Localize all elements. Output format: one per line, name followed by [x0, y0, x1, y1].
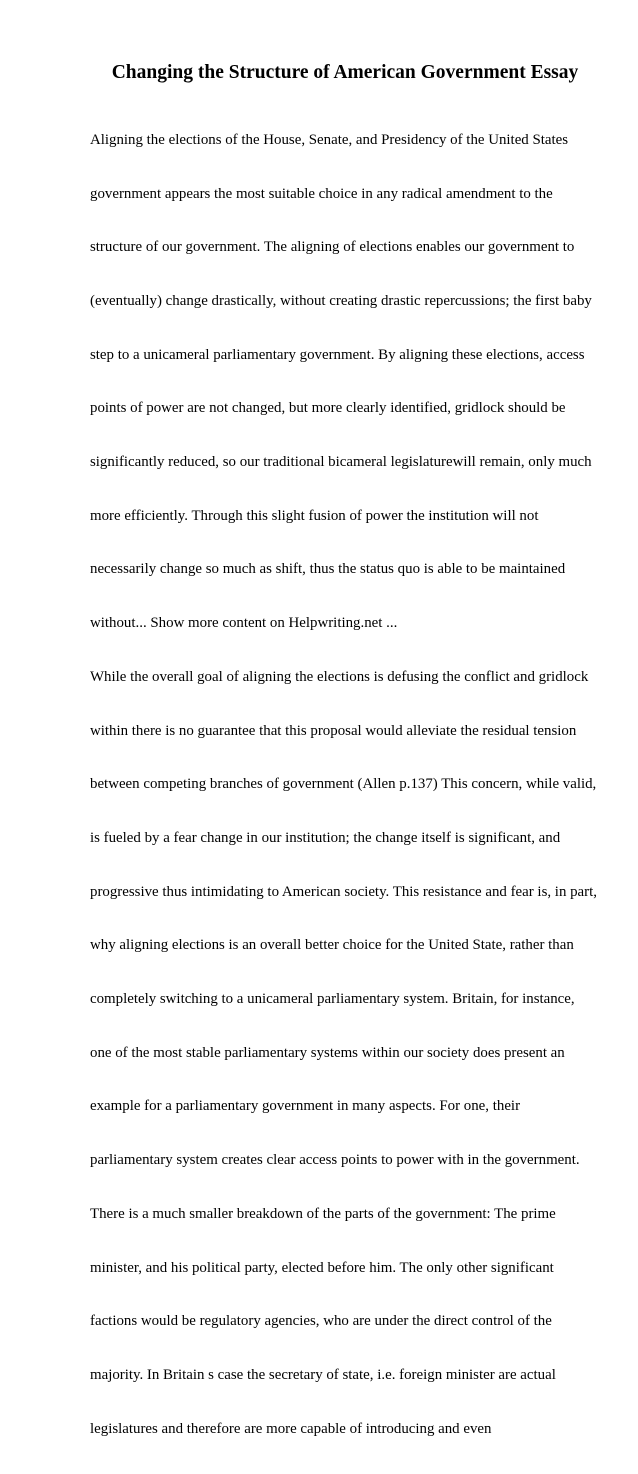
body-line: why aligning elections is an overall better choice for the United State, rather than	[90, 937, 574, 954]
body-line: structure of our government. The aligning of elections enables our government to	[90, 239, 575, 256]
body-line: more efficiently. Through this slight fusion of power the institution will not	[90, 507, 539, 524]
body-line: minister, and his political party, elected before him. The only other significant	[90, 1259, 554, 1276]
body-line: within there is no guarantee that this proposal would alleviate the residual tension	[90, 722, 577, 739]
body-line: significantly reduced, so our traditional bicameral legislaturewill remain, only much	[90, 454, 592, 471]
body-line: parliamentary system creates clear access points to power with in the government.	[90, 1152, 580, 1169]
body-line: completely switching to a unicameral parliamentary system. Britain, for instance,	[90, 991, 575, 1008]
body-line: progressive thus intimidating to American society. This resistance and fear is, in part,	[90, 883, 597, 900]
body-line: is fueled by a fear change in our institution; the change itself is significant, and	[90, 829, 561, 846]
body-line: government appears the most suitable choice in any radical amendment to the	[90, 185, 553, 202]
body-line: example for a parliamentary government in many aspects. For one, their	[90, 1098, 521, 1115]
body-line: without... Show more content on Helpwriting.net ...	[90, 615, 398, 632]
body-line: between competing branches of government (Allen p.137) This concern, while valid,	[90, 776, 597, 793]
body-line: step to a unicameral parliamentary government. By aligning these elections, access	[90, 346, 585, 363]
body-line: majority. In Britain s case the secretary of state, i.e. foreign minister are actual	[90, 1366, 556, 1383]
essay-title: Changing the Structure of American Government Essay	[111, 62, 579, 83]
body-line: points of power are not changed, but more clearly identified, gridlock should be	[90, 400, 566, 417]
body-line: There is a much smaller breakdown of the parts of the government: The prime	[90, 1205, 556, 1222]
body-line: (eventually) change drastically, without creating drastic repercussions; the first baby	[90, 292, 592, 309]
body-line: one of the most stable parliamentary systems within our society does present an	[90, 1044, 565, 1061]
body-line: Aligning the elections of the House, Senate, and Presidency of the United States	[90, 131, 569, 148]
body-line: legislatures and therefore are more capable of introducing and even	[90, 1420, 492, 1437]
essay-body	[90, 96, 600, 1474]
body-line: While the overall goal of aligning the elections is defusing the conflict and gridlock	[90, 668, 589, 685]
body-line: factions would be regulatory agencies, who are under the direct control of the	[90, 1313, 552, 1330]
body-line: necessarily change so much as shift, thus the status quo is able to be maintained	[90, 561, 566, 578]
